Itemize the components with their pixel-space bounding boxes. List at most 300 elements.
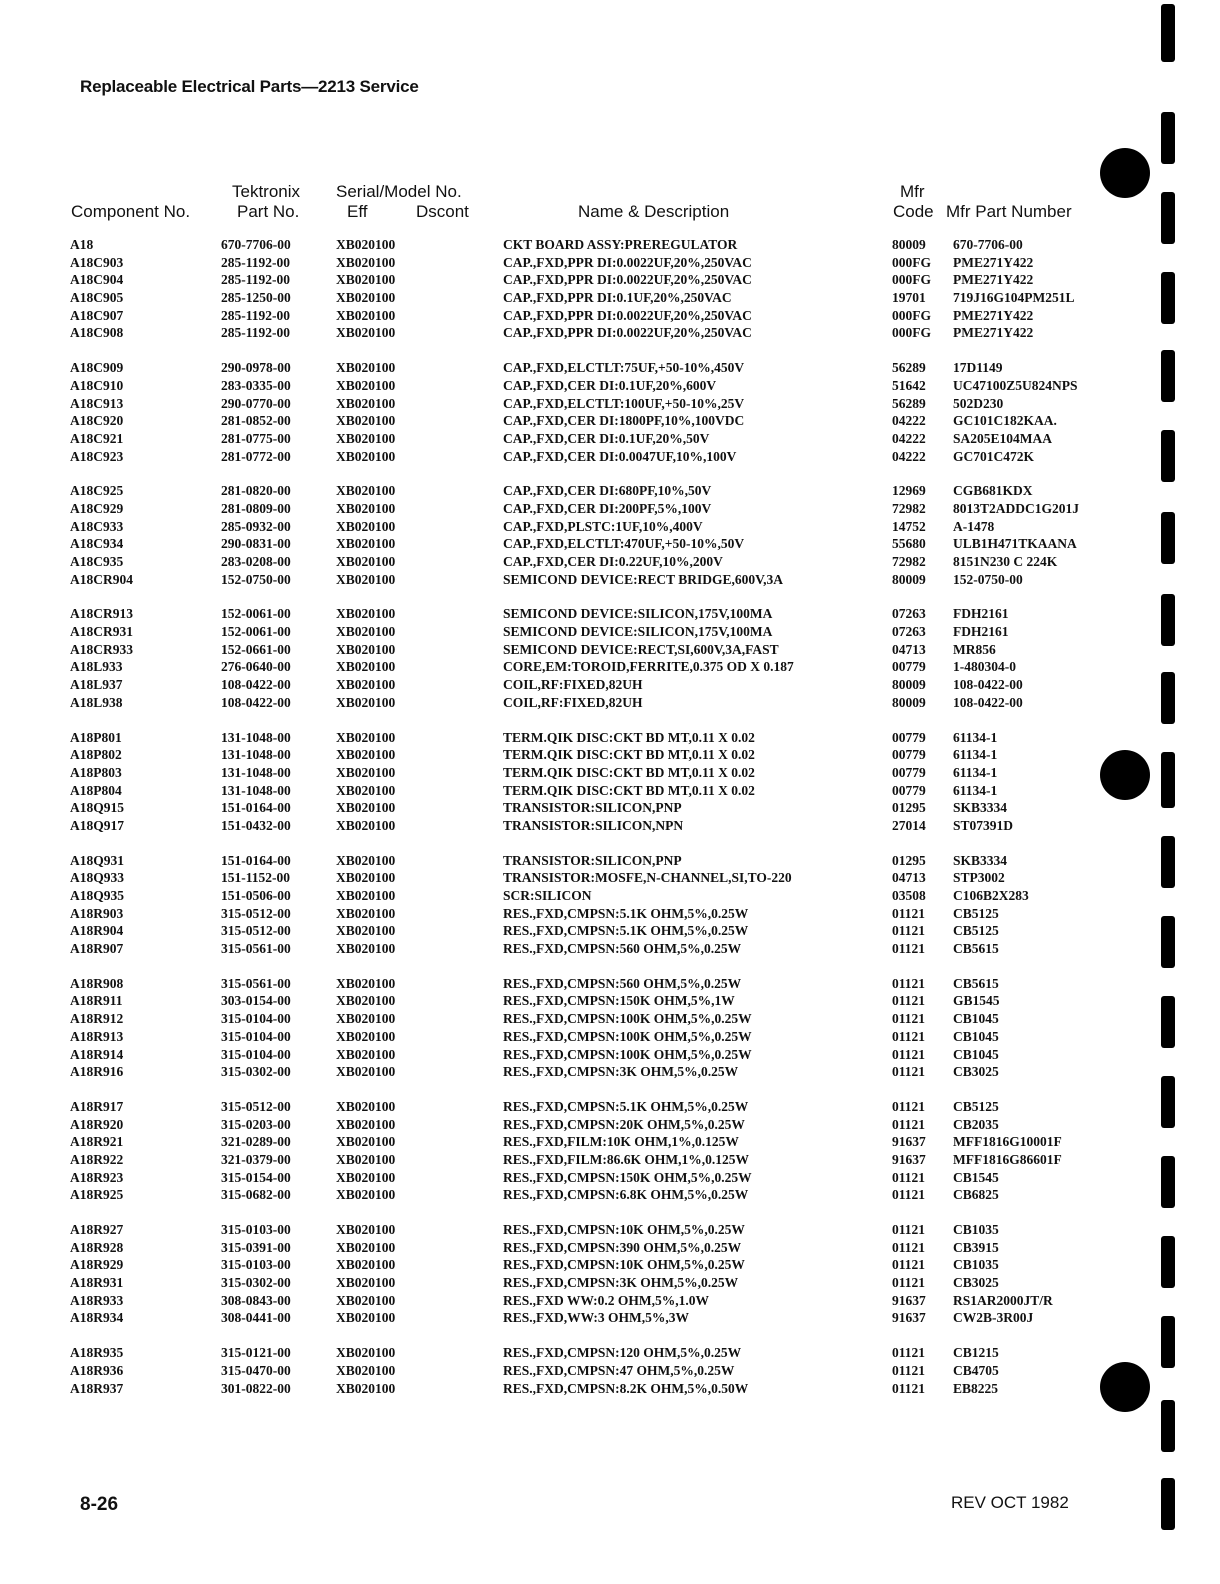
parts-group xyxy=(0,1344,1140,1397)
mfr-code: 01121 xyxy=(892,941,926,957)
col-serial-model: Serial/Model No. xyxy=(336,182,462,201)
mfr-part-number: 108-0422-00 xyxy=(953,677,1023,693)
component-no: A18P801 xyxy=(70,729,122,745)
component-no: A18L937 xyxy=(70,677,123,693)
component-no: A18C905 xyxy=(70,290,124,306)
tektronix-part-no: 315-0104-00 xyxy=(221,1028,291,1044)
tektronix-part-no: 108-0422-00 xyxy=(221,677,291,693)
tektronix-part-no: 315-0391-00 xyxy=(221,1239,291,1255)
mfr-part-number: CB5125 xyxy=(953,923,999,939)
component-no: A18R937 xyxy=(70,1380,124,1396)
table-row xyxy=(0,1046,1140,1064)
mfr-code: 01121 xyxy=(892,1257,926,1273)
tektronix-part-no: 152-0750-00 xyxy=(221,571,291,587)
mfr-code: 00779 xyxy=(892,782,926,798)
mfr-code: 01121 xyxy=(892,1011,926,1027)
serial-eff: XB020100 xyxy=(336,729,396,745)
name-description: RES.,FXD,WW:3 OHM,5%,3W xyxy=(503,1310,690,1326)
binder-bar xyxy=(1161,594,1175,646)
revision-date: REV OCT 1982 xyxy=(951,1493,1069,1512)
mfr-part-number: 670-7706-00 xyxy=(953,237,1023,252)
table-row xyxy=(0,887,1140,905)
tektronix-part-no: 151-0506-00 xyxy=(221,888,291,903)
serial-eff: XB020100 xyxy=(336,500,396,516)
mfr-code: 80009 xyxy=(892,237,926,252)
mfr-part-number: CB5615 xyxy=(953,941,999,957)
serial-eff: XB020100 xyxy=(336,1169,396,1185)
component-no: A18C910 xyxy=(70,377,124,393)
table-row xyxy=(0,799,1140,817)
component-no: A18C923 xyxy=(70,448,124,464)
mfr-code: 56289 xyxy=(892,395,926,411)
component-no: A18P803 xyxy=(70,764,122,780)
component-no: A18C929 xyxy=(70,500,124,516)
serial-eff: XB020100 xyxy=(336,905,396,921)
component-no: A18 xyxy=(70,237,94,252)
component-no: A18R917 xyxy=(70,1098,124,1114)
name-description: CKT BOARD ASSY:PREREGULATOR xyxy=(503,237,738,252)
table-row xyxy=(0,359,1140,377)
name-description: CAP.,FXD,PPR DI:0.0022UF,20%,250VAC xyxy=(503,325,752,341)
table-row xyxy=(0,571,1140,589)
table-row xyxy=(0,482,1140,500)
tektronix-part-no: 315-0121-00 xyxy=(221,1345,291,1361)
binder-bar xyxy=(1161,1316,1175,1368)
mfr-code: 04222 xyxy=(892,448,926,464)
table-row xyxy=(0,852,1140,870)
mfr-part-number: MR856 xyxy=(953,641,996,657)
mfr-code: 51642 xyxy=(892,377,926,393)
tektronix-part-no: 281-0820-00 xyxy=(221,483,291,499)
table-row xyxy=(0,1098,1140,1116)
parts-group xyxy=(0,1098,1140,1204)
name-description: RES.,FXD,CMPSN:100K OHM,5%,0.25W xyxy=(503,1028,752,1044)
table-row xyxy=(0,448,1140,466)
component-no: A18R903 xyxy=(70,905,124,921)
mfr-part-number: 61134-1 xyxy=(953,764,998,780)
serial-eff: XB020100 xyxy=(336,1151,396,1167)
col-mfr-code: Code xyxy=(893,202,934,221)
binder-bar xyxy=(1161,4,1175,62)
table-row xyxy=(0,395,1140,413)
table-row xyxy=(0,922,1140,940)
component-no: A18CR904 xyxy=(70,571,133,587)
serial-eff: XB020100 xyxy=(336,624,396,640)
component-no: A18R925 xyxy=(70,1187,124,1203)
mfr-code: 01121 xyxy=(892,1028,926,1044)
name-description: CAP.,FXD,CER DI:0.22UF,10%,200V xyxy=(503,554,723,569)
component-no: A18R921 xyxy=(70,1134,124,1150)
serial-eff: XB020100 xyxy=(336,1380,396,1396)
mfr-part-number: 61134-1 xyxy=(953,782,998,798)
name-description: RES.,FXD,CMPSN:150K OHM,5%,1W xyxy=(503,993,735,1009)
component-no: A18C933 xyxy=(70,518,124,534)
component-no: A18R927 xyxy=(70,1222,124,1237)
table-row xyxy=(0,1256,1140,1274)
table-row xyxy=(0,869,1140,887)
binder-bar xyxy=(1161,1236,1175,1288)
mfr-part-number: CB3915 xyxy=(953,1239,999,1255)
tektronix-part-no: 670-7706-00 xyxy=(221,237,291,252)
col-mfr: Mfr xyxy=(900,182,925,201)
mfr-code: 91637 xyxy=(892,1310,926,1326)
mfr-code: 01121 xyxy=(892,1169,926,1185)
name-description: RES.,FXD,CMPSN:8.2K OHM,5%,0.50W xyxy=(503,1380,749,1396)
table-row xyxy=(0,782,1140,800)
name-description: RES.,FXD WW:0.2 OHM,5%,1.0W xyxy=(503,1292,710,1308)
serial-eff: XB020100 xyxy=(336,975,396,991)
table-row xyxy=(0,500,1140,518)
mfr-part-number: CB4705 xyxy=(953,1362,999,1378)
binder-bar xyxy=(1161,112,1175,164)
serial-eff: XB020100 xyxy=(336,1098,396,1114)
name-description: RES.,FXD,CMPSN:5.1K OHM,5%,0.25W xyxy=(503,905,749,921)
serial-eff: XB020100 xyxy=(336,377,396,393)
name-description: RES.,FXD,CMPSN:20K OHM,5%,0.25W xyxy=(503,1116,745,1132)
serial-eff: XB020100 xyxy=(336,941,396,957)
tektronix-part-no: 303-0154-00 xyxy=(221,993,291,1009)
serial-eff: XB020100 xyxy=(336,993,396,1009)
mfr-part-number: CB1545 xyxy=(953,1169,999,1185)
table-row xyxy=(0,658,1140,676)
name-description: TRANSISTOR:SILICON,PNP xyxy=(503,852,682,868)
mfr-code: 01121 xyxy=(892,1275,926,1291)
table-row xyxy=(0,1292,1140,1310)
mfr-code: 03508 xyxy=(892,888,926,903)
component-no: A18L938 xyxy=(70,694,123,710)
tektronix-part-no: 290-0978-00 xyxy=(221,360,291,376)
tektronix-part-no: 151-1152-00 xyxy=(221,870,290,886)
tektronix-part-no: 285-0932-00 xyxy=(221,518,291,534)
serial-eff: XB020100 xyxy=(336,1134,396,1150)
tektronix-part-no: 321-0289-00 xyxy=(221,1134,291,1150)
mfr-part-number: 108-0422-00 xyxy=(953,694,1023,710)
parts-group xyxy=(0,236,1140,342)
component-no: A18R904 xyxy=(70,923,124,939)
serial-eff: XB020100 xyxy=(336,870,396,886)
name-description: RES.,FXD,CMPSN:6.8K OHM,5%,0.25W xyxy=(503,1187,749,1203)
tektronix-part-no: 315-0682-00 xyxy=(221,1187,291,1203)
serial-eff: XB020100 xyxy=(336,606,396,622)
mfr-code: 01295 xyxy=(892,800,926,816)
name-description: RES.,FXD,CMPSN:100K OHM,5%,0.25W xyxy=(503,1011,752,1027)
mfr-code: 00779 xyxy=(892,764,926,780)
tektronix-part-no: 152-0061-00 xyxy=(221,624,291,640)
name-description: CAP.,FXD,CER DI:0.1UF,20%,600V xyxy=(503,377,717,393)
tektronix-part-no: 281-0809-00 xyxy=(221,500,291,516)
tektronix-part-no: 281-0775-00 xyxy=(221,430,291,446)
binder-bar xyxy=(1161,1478,1175,1530)
tektronix-part-no: 152-0061-00 xyxy=(221,606,291,622)
tektronix-part-no: 281-0772-00 xyxy=(221,448,291,464)
binder-bar xyxy=(1161,752,1175,808)
name-description: CAP.,FXD,ELCTLT:470UF,+50-10%,50V xyxy=(503,536,745,552)
component-no: A18R933 xyxy=(70,1292,124,1308)
serial-eff: XB020100 xyxy=(336,694,396,710)
binder-bar xyxy=(1161,192,1175,244)
mfr-part-number: CB5615 xyxy=(953,975,999,991)
mfr-code: 00779 xyxy=(892,747,926,763)
component-no: A18R934 xyxy=(70,1310,124,1326)
table-row xyxy=(0,817,1140,835)
component-no: A18Q917 xyxy=(70,817,124,833)
serial-eff: XB020100 xyxy=(336,659,396,675)
table-row xyxy=(0,641,1140,659)
component-no: A18C925 xyxy=(70,483,124,499)
col-part-no: Part No. xyxy=(237,202,300,221)
name-description: CAP.,FXD,PLSTC:1UF,10%,400V xyxy=(503,518,703,534)
tektronix-part-no: 281-0852-00 xyxy=(221,413,291,429)
mfr-code: 91637 xyxy=(892,1134,926,1150)
component-no: A18Q931 xyxy=(70,852,124,868)
binder-bar xyxy=(1161,272,1175,324)
mfr-part-number: ULB1H471TKAANA xyxy=(953,536,1077,552)
mfr-part-number: GC701C472K xyxy=(953,448,1034,464)
mfr-code: 04222 xyxy=(892,430,926,446)
mfr-code: 56289 xyxy=(892,360,926,376)
tektronix-part-no: 151-0164-00 xyxy=(221,800,291,816)
name-description: RES.,FXD,CMPSN:120 OHM,5%,0.25W xyxy=(503,1345,742,1361)
serial-eff: XB020100 xyxy=(336,413,396,429)
name-description: RES.,FXD,CMPSN:150K OHM,5%,0.25W xyxy=(503,1169,752,1185)
serial-eff: XB020100 xyxy=(336,1275,396,1291)
col-name-description: Name & Description xyxy=(578,202,730,221)
component-no: A18CR931 xyxy=(70,624,133,640)
component-no: A18C935 xyxy=(70,554,124,569)
serial-eff: XB020100 xyxy=(336,448,396,464)
table-row xyxy=(0,1151,1140,1169)
name-description: RES.,FXD,FILM:86.6K OHM,1%,0.125W xyxy=(503,1151,749,1167)
mfr-part-number: C106B2X283 xyxy=(953,888,1029,903)
parts-group xyxy=(0,482,1140,588)
name-description: CAP.,FXD,PPR DI:0.0022UF,20%,250VAC xyxy=(503,254,752,270)
tektronix-part-no: 285-1192-00 xyxy=(221,254,290,270)
tektronix-part-no: 315-0470-00 xyxy=(221,1362,291,1378)
mfr-code: 01121 xyxy=(892,905,926,921)
tektronix-part-no: 315-0512-00 xyxy=(221,905,291,921)
table-row xyxy=(0,324,1140,342)
mfr-code: 80009 xyxy=(892,677,926,693)
name-description: RES.,FXD,CMPSN:3K OHM,5%,0.25W xyxy=(503,1064,739,1080)
name-description: COIL,RF:FIXED,82UH xyxy=(503,677,643,693)
table-row xyxy=(0,236,1140,254)
mfr-part-number: 719J16G104PM251L xyxy=(953,290,1075,306)
table-row xyxy=(0,676,1140,694)
col-eff: Eff xyxy=(347,202,368,221)
tektronix-part-no: 315-0302-00 xyxy=(221,1064,291,1080)
serial-eff: XB020100 xyxy=(336,1187,396,1203)
name-description: TERM.QIK DISC:CKT BD MT,0.11 X 0.02 xyxy=(503,729,755,745)
name-description: CAP.,FXD,ELCTLT:75UF,+50-10%,450V xyxy=(503,360,745,376)
col-component: Component No. xyxy=(71,202,191,221)
component-no: A18C934 xyxy=(70,536,124,552)
mfr-code: 72982 xyxy=(892,554,926,569)
table-row xyxy=(0,412,1140,430)
table-row xyxy=(0,518,1140,536)
mfr-part-number: CB1045 xyxy=(953,1011,999,1027)
table-row xyxy=(0,1344,1140,1362)
name-description: SEMICOND DEVICE:SILICON,175V,100MA xyxy=(503,624,773,640)
mfr-part-number: 502D230 xyxy=(953,395,1004,411)
serial-eff: XB020100 xyxy=(336,1257,396,1273)
table-row xyxy=(0,905,1140,923)
tektronix-part-no: 290-0831-00 xyxy=(221,536,291,552)
component-no: A18L933 xyxy=(70,659,123,675)
parts-group xyxy=(0,1221,1140,1327)
mfr-part-number: SKB3334 xyxy=(953,852,1008,868)
table-row xyxy=(0,307,1140,325)
serial-eff: XB020100 xyxy=(336,554,396,569)
name-description: COIL,RF:FIXED,82UH xyxy=(503,694,643,710)
binder-bar xyxy=(1161,916,1175,968)
mfr-part-number: RS1AR2000JT/R xyxy=(953,1292,1053,1308)
name-description: RES.,FXD,CMPSN:100K OHM,5%,0.25W xyxy=(503,1046,752,1062)
mfr-part-number: CB5125 xyxy=(953,905,999,921)
tektronix-part-no: 315-0561-00 xyxy=(221,941,291,957)
tektronix-part-no: 285-1192-00 xyxy=(221,272,290,288)
binder-bar xyxy=(1161,836,1175,888)
table-row xyxy=(0,940,1140,958)
table-row xyxy=(0,1116,1140,1134)
name-description: TRANSISTOR:SILICON,NPN xyxy=(503,817,684,833)
name-description: TRANSISTOR:MOSFE,N-CHANNEL,SI,TO-220 xyxy=(503,870,792,886)
component-no: A18R913 xyxy=(70,1028,124,1044)
component-no: A18C921 xyxy=(70,430,124,446)
table-row xyxy=(0,729,1140,747)
table-row xyxy=(0,605,1140,623)
mfr-part-number: EB8225 xyxy=(953,1380,999,1396)
serial-eff: XB020100 xyxy=(336,1310,396,1326)
component-no: A18C913 xyxy=(70,395,124,411)
mfr-code: 80009 xyxy=(892,694,926,710)
serial-eff: XB020100 xyxy=(336,290,396,306)
component-no: A18C907 xyxy=(70,307,124,323)
name-description: RES.,FXD,CMPSN:10K OHM,5%,0.25W xyxy=(503,1257,745,1273)
serial-eff: XB020100 xyxy=(336,800,396,816)
serial-eff: XB020100 xyxy=(336,1011,396,1027)
tektronix-part-no: 315-0154-00 xyxy=(221,1169,291,1185)
mfr-part-number: PME271Y422 xyxy=(953,325,1034,341)
name-description: TERM.QIK DISC:CKT BD MT,0.11 X 0.02 xyxy=(503,782,755,798)
mfr-part-number: SA205E104MAA xyxy=(953,430,1053,446)
binder-bar xyxy=(1161,350,1175,402)
parts-group xyxy=(0,975,1140,1081)
tektronix-part-no: 151-0164-00 xyxy=(221,852,291,868)
mfr-part-number: 61134-1 xyxy=(953,747,998,763)
mfr-part-number: SKB3334 xyxy=(953,800,1008,816)
binder-bar xyxy=(1161,430,1175,482)
component-no: A18R935 xyxy=(70,1345,124,1361)
serial-eff: XB020100 xyxy=(336,483,396,499)
tektronix-part-no: 315-0203-00 xyxy=(221,1116,291,1132)
mfr-code: 01121 xyxy=(892,1046,926,1062)
mfr-code: 000FG xyxy=(892,254,931,270)
component-no: A18P802 xyxy=(70,747,122,763)
tektronix-part-no: 315-0103-00 xyxy=(221,1222,291,1237)
mfr-part-number: CB1045 xyxy=(953,1028,999,1044)
table-row xyxy=(0,1380,1140,1398)
mfr-code: 00779 xyxy=(892,729,926,745)
mfr-code: 72982 xyxy=(892,500,926,516)
mfr-part-number: STP3002 xyxy=(953,870,1005,886)
binder-bar xyxy=(1161,1400,1175,1452)
mfr-code: 55680 xyxy=(892,536,926,552)
mfr-code: 01121 xyxy=(892,1239,926,1255)
col-tektronix: Tektronix xyxy=(232,182,301,201)
mfr-part-number: CB1045 xyxy=(953,1046,999,1062)
name-description: TERM.QIK DISC:CKT BD MT,0.11 X 0.02 xyxy=(503,747,755,763)
table-row xyxy=(0,1010,1140,1028)
mfr-code: 01121 xyxy=(892,1222,926,1237)
mfr-part-number: PME271Y422 xyxy=(953,307,1034,323)
component-no: A18Q935 xyxy=(70,888,124,903)
component-no: A18R936 xyxy=(70,1362,124,1378)
name-description: CAP.,FXD,ELCTLT:100UF,+50-10%,25V xyxy=(503,395,745,411)
mfr-code: 19701 xyxy=(892,290,926,306)
parts-group xyxy=(0,359,1140,465)
component-no: A18R916 xyxy=(70,1064,124,1080)
name-description: RES.,FXD,FILM:10K OHM,1%,0.125W xyxy=(503,1134,739,1150)
table-row xyxy=(0,553,1140,571)
binder-bar xyxy=(1161,1076,1175,1128)
serial-eff: XB020100 xyxy=(336,817,396,833)
name-description: SEMICOND DEVICE:SILICON,175V,100MA xyxy=(503,606,773,622)
table-row xyxy=(0,975,1140,993)
tektronix-part-no: 321-0379-00 xyxy=(221,1151,291,1167)
tektronix-part-no: 315-0512-00 xyxy=(221,1098,291,1114)
serial-eff: XB020100 xyxy=(336,1345,396,1361)
component-no: A18R931 xyxy=(70,1275,124,1291)
name-description: RES.,FXD,CMPSN:3K OHM,5%,0.25W xyxy=(503,1275,739,1291)
serial-eff: XB020100 xyxy=(336,571,396,587)
parts-group xyxy=(0,605,1140,711)
table-row xyxy=(0,1186,1140,1204)
tektronix-part-no: 131-1048-00 xyxy=(221,747,291,763)
mfr-code: 07263 xyxy=(892,606,926,622)
page-number: 8-26 xyxy=(80,1494,119,1515)
mfr-part-number: CB1215 xyxy=(953,1345,999,1361)
serial-eff: XB020100 xyxy=(336,1116,396,1132)
tektronix-part-no: 131-1048-00 xyxy=(221,782,291,798)
mfr-part-number: 8151N230 C 224K xyxy=(953,554,1058,569)
serial-eff: XB020100 xyxy=(336,254,396,270)
mfr-code: 01121 xyxy=(892,923,926,939)
mfr-part-number: CB1035 xyxy=(953,1257,999,1273)
binder-bar xyxy=(1161,996,1175,1048)
table-row xyxy=(0,430,1140,448)
mfr-code: 01121 xyxy=(892,1187,926,1203)
component-no: A18C920 xyxy=(70,413,124,429)
mfr-part-number: UC47100Z5U824NPS xyxy=(953,377,1078,393)
serial-eff: XB020100 xyxy=(336,430,396,446)
name-description: CAP.,FXD,PPR DI:0.0022UF,20%,250VAC xyxy=(503,307,752,323)
table-row xyxy=(0,1028,1140,1046)
name-description: CAP.,FXD,PPR DI:0.0022UF,20%,250VAC xyxy=(503,272,752,288)
mfr-part-number: FDH2161 xyxy=(953,624,1009,640)
component-no: A18C903 xyxy=(70,254,124,270)
mfr-code: 04222 xyxy=(892,413,926,429)
component-no: A18R912 xyxy=(70,1011,124,1027)
tektronix-part-no: 283-0208-00 xyxy=(221,554,291,569)
component-no: A18C904 xyxy=(70,272,124,288)
name-description: CAP.,FXD,CER DI:200PF,5%,100V xyxy=(503,500,712,516)
name-description: RES.,FXD,CMPSN:560 OHM,5%,0.25W xyxy=(503,975,742,991)
tektronix-part-no: 315-0104-00 xyxy=(221,1011,291,1027)
mfr-part-number: GB1545 xyxy=(953,993,1000,1009)
component-no: A18Q915 xyxy=(70,800,124,816)
component-no: A18R923 xyxy=(70,1169,124,1185)
name-description: CAP.,FXD,CER DI:680PF,10%,50V xyxy=(503,483,712,499)
